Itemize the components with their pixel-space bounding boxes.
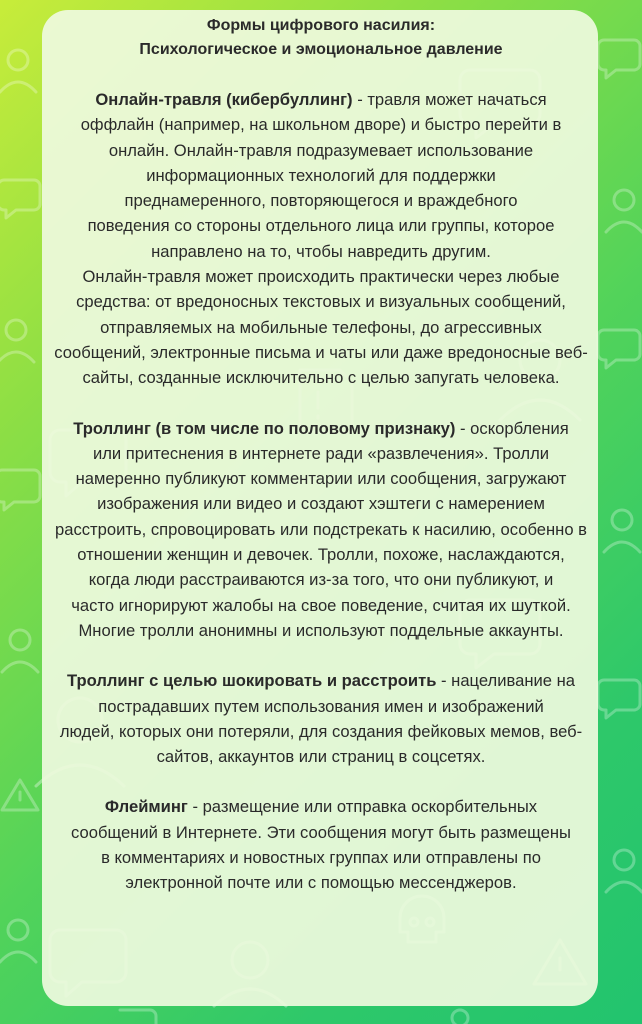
- section-line: Онлайн-травля может происходить практически через любые: [82, 267, 560, 287]
- section-line: средства: от вредоносных текстовых и визуальных сообщений,: [76, 292, 566, 312]
- section-flaming: [0, 794, 642, 895]
- person-icon: [452, 1010, 468, 1024]
- section-line: электронной почте или с помощью мессенджеров.: [125, 873, 517, 893]
- section-line: или притеснения в интернете ради «развлечения». Тролли: [92, 443, 550, 463]
- section-text: - травля может начаться: [352, 90, 547, 109]
- section-first-line: [0, 794, 642, 819]
- section-line: сообщений в Интернете. Эти сообщения могут быть размещены: [71, 822, 571, 842]
- section-line: информационных технологий для поддержки: [146, 165, 496, 185]
- section-line: часто игнорируют жалобы на свое поведение, считая их шуткой.: [71, 595, 571, 615]
- section-line: когда люди расстраиваются из-за того, что они публикуют, и: [88, 570, 554, 590]
- section-line: Многие тролли анонимны и используют поддельные аккаунты.: [78, 620, 564, 640]
- page-title: [0, 14, 642, 62]
- section-line: отправляемых на мобильные телефоны, до агрессивных: [100, 317, 542, 337]
- section-text: - размещение или отправка оскорбительных: [187, 797, 538, 817]
- section-line: сайтов, аккаунтов или страниц в соцсетях.: [156, 747, 486, 767]
- title-line-2: Психологическое и эмоциональное давление: [139, 41, 503, 58]
- section-line: в комментариях и новостных группах или отправлены по: [101, 848, 541, 868]
- section-line: преднамеренного, повторяющегося и враждебного: [124, 191, 518, 211]
- section-first-line: [0, 87, 642, 112]
- section-line: расстроить, спровоцировать или подстрекать к насилию, особенно в: [55, 519, 587, 539]
- section-line: отношении женщин и девочек. Тролли, похоже, наслаждаются,: [77, 545, 565, 565]
- section-term: Троллинг (в том числе по половому признаку): [73, 418, 456, 438]
- section-line: поведения со стороны отдельного лица или группы, которое: [87, 216, 555, 236]
- title-line-1: Формы цифрового насилия:: [206, 17, 436, 34]
- section-line: изображения или видео и создают хэштеги с намерением: [97, 494, 545, 514]
- section-line: пострадавших путем использования имен и изображений: [98, 696, 544, 716]
- section-cyberbullying: [0, 87, 642, 391]
- section-text: - оскорбления: [455, 418, 569, 438]
- section-line: сайты, созданные исключительно с целью запугать человека.: [82, 368, 560, 388]
- section-trolling: [0, 416, 642, 644]
- section-line: сообщений, электронные письма и чаты или даже вредоносные веб-: [54, 342, 588, 362]
- section-line: онлайн. Онлайн-травля подразумевает использование: [108, 140, 534, 160]
- speech-bubble-icon: [120, 1010, 156, 1024]
- section-first-line: [0, 416, 642, 441]
- section-shock-trolling: [0, 668, 642, 769]
- section-line: оффлайн (например, на школьном дворе) и быстро перейти в: [80, 115, 562, 135]
- article: [0, 14, 642, 896]
- section-first-line: [0, 668, 642, 693]
- section-term: Флейминг: [104, 797, 188, 817]
- section-term: Троллинг с целью шокировать и расстроить: [66, 671, 437, 691]
- section-text: - нацеливание на: [436, 671, 576, 691]
- section-line: намеренно публикуют комментарии или сообщения, загружают: [75, 469, 567, 489]
- section-line: людей, которых они потеряли, для создания фейковых мемов, веб-: [59, 721, 583, 741]
- person-icon: [0, 920, 36, 962]
- section-term: Онлайн-травля (кибербуллинг): [95, 90, 353, 109]
- section-line: направлено на то, чтобы навредить другим.: [151, 241, 491, 261]
